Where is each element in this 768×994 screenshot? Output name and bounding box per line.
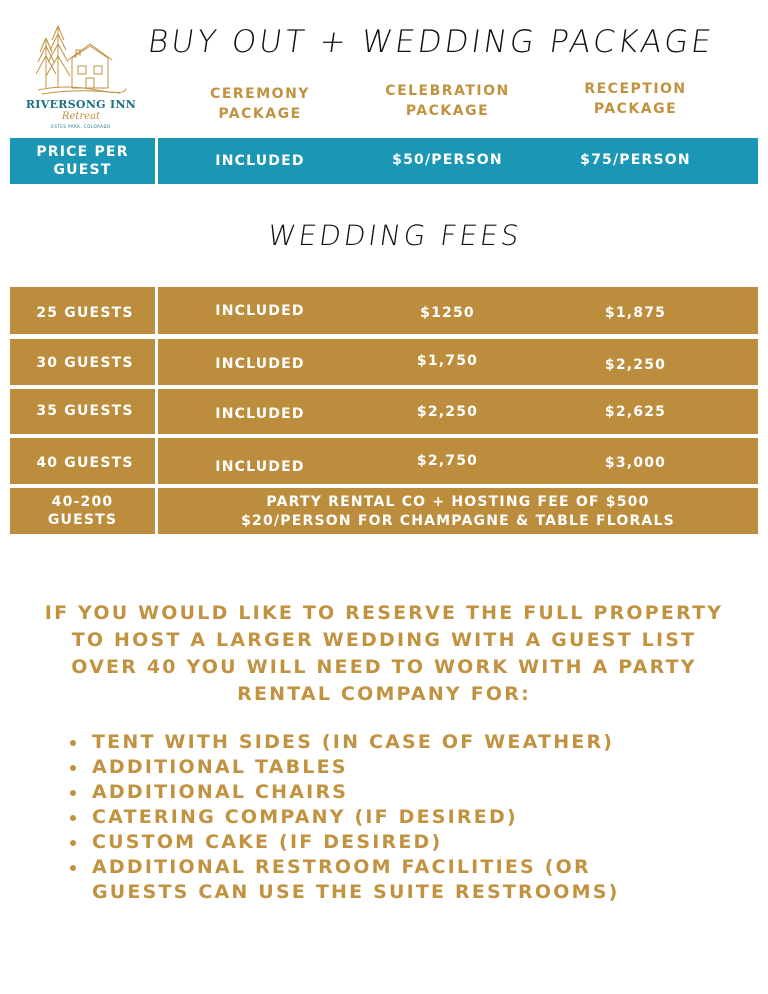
fee-row [10, 287, 758, 334]
list-item: TENT WITH SIDES (IN CASE OF WEATHER) [70, 730, 750, 755]
fee-ceremony: INCLUDED [215, 459, 305, 475]
price-row-label: PRICE PER GUEST [36, 144, 129, 178]
fee-celebration: $2,750 [416, 453, 479, 469]
fee-row [10, 438, 758, 484]
fee-reception: $2,625 [604, 404, 667, 420]
large-wedding-line-1: PARTY RENTAL CO + HOSTING FEE OF $500 [266, 494, 650, 510]
logo-name: RIVERSONG INN [25, 98, 137, 111]
list-item: ADDITIONAL RESTROOM FACILITIES (OR GUESTS CAN USE THE SUITE RESTROOMS) [70, 855, 692, 905]
list-item: CUSTOM CAKE (IF DESIRED) [70, 830, 750, 855]
logo-subtitle: Retreat [61, 111, 101, 122]
bullet-icon [70, 865, 76, 871]
inn-sketch-icon [36, 18, 126, 96]
row-divider [155, 438, 158, 484]
page-title: BUY OUT + WEDDING PACKAGE [145, 24, 717, 60]
row-divider [155, 138, 158, 184]
bullet-icon [70, 840, 76, 846]
riversong-logo [22, 18, 140, 129]
row-divider [155, 389, 158, 434]
column-header-ceremony: CEREMONY PACKAGE [210, 86, 310, 122]
fee-row-label: 35 GUESTS [36, 403, 134, 419]
fee-row [10, 339, 758, 385]
large-wedding-row [10, 488, 758, 534]
fee-row-label: 25 GUESTS [36, 305, 134, 321]
bullet-icon [70, 815, 76, 821]
bullet-icon [70, 790, 76, 796]
fee-celebration: $2,250 [416, 404, 479, 420]
fee-row [10, 389, 758, 434]
fee-reception: $2,250 [604, 357, 667, 373]
price-row [10, 138, 758, 184]
list-item: ADDITIONAL CHAIRS [70, 780, 750, 805]
row-divider [155, 339, 158, 385]
fees-title: WEDDING FEES [265, 219, 524, 252]
fee-reception: $1,875 [604, 305, 667, 321]
fee-row-label: 30 GUESTS [36, 355, 134, 371]
list-item: ADDITIONAL TABLES [70, 755, 750, 780]
column-header-reception: RECEPTION PACKAGE [584, 81, 687, 117]
fee-row-label: 40 GUESTS [36, 455, 134, 471]
bullet-icon [70, 765, 76, 771]
list-item: CATERING COMPANY (IF DESIRED) [70, 805, 750, 830]
fee-celebration: $1,750 [416, 353, 479, 369]
price-ceremony: INCLUDED [215, 153, 305, 169]
row-divider [155, 287, 158, 334]
bullet-icon [70, 740, 76, 746]
large-wedding-line-2: $20/PERSON FOR CHAMPAGNE & TABLE FLORALS [241, 513, 675, 529]
fee-ceremony: INCLUDED [215, 303, 305, 319]
price-reception: $75/PERSON [580, 152, 691, 168]
price-celebration: $50/PERSON [392, 152, 503, 168]
fee-ceremony: INCLUDED [215, 406, 305, 422]
fee-reception: $3,000 [604, 455, 667, 471]
column-header-celebration: CELEBRATION PACKAGE [385, 83, 510, 119]
large-wedding-label: 40-200 GUESTS [47, 494, 118, 528]
fee-celebration: $1250 [420, 305, 475, 321]
fee-ceremony: INCLUDED [215, 356, 305, 372]
logo-location: ESTES PARK, COLORADO [51, 124, 111, 129]
rental-requirements-list [70, 730, 750, 905]
intro-paragraph: IF YOU WOULD LIKE TO RESERVE THE FULL PROPERTY TO HOST A LARGER WEDDING WITH A GUEST LIST OVER 40 YOU WILL NEED TO WORK WITH A PARTY RENTAL COMPANY FOR: [44, 602, 724, 705]
